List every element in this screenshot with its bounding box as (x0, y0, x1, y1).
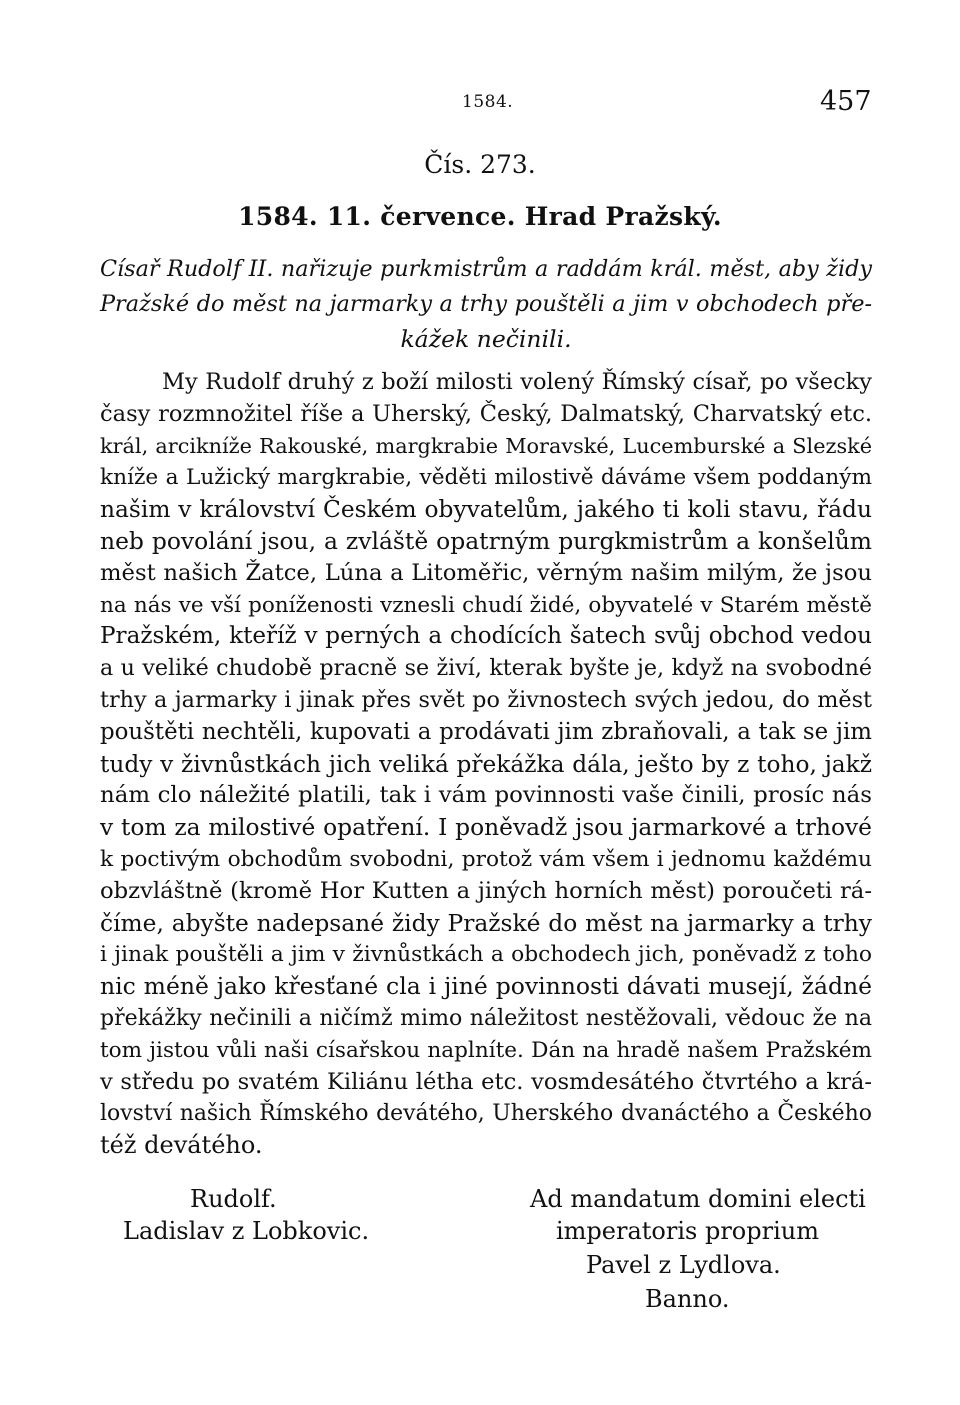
body-line: král, arcikníže Rakouské, margkrabie Moravské, Lucemburské a Slezské (100, 433, 872, 458)
summary-line: Pražské do měst na jarmarky a trhy pouštěli a jim v obchodech pře- (100, 291, 872, 317)
body-line: číme, abyšte nadepsané židy Pražské do měst na jarmarky a trhy (100, 908, 872, 937)
body-line: pouštěti nechtěli, kupovati a prodávati jim zbraňovali, a tak se jim (100, 718, 872, 745)
signature-rudolf: Rudolf. (190, 1185, 277, 1213)
document-summary (100, 252, 872, 357)
body-line: i jinak pouštěli a jim v živnůstkách a obchodech jich, poněvadž z toho (100, 942, 872, 968)
body-line: nám clo náležité platili, tak i vám povinnosti vaše činili, prosíc nás (100, 782, 872, 809)
body-line: obzvláštně (kromě Hor Kutten a jiných horních měst) poroučeti rá- (100, 877, 872, 904)
body-line: překážky nečinili a ničímž mimo náležitost nestěžovali, vědouc že na (100, 1005, 872, 1031)
body-line: a u veliké chudobě pracně se živí, kterak byšte je, když na svobodné (100, 655, 872, 682)
body-line: na nás ve vší poníženosti vznesli chudí židé, obyvatelé v Starém městě (100, 592, 872, 618)
summary-line: kážek nečinili. (400, 325, 572, 353)
body-line: našim v království Českém obyvatelům, jakého ti koli stavu, řádu (100, 496, 872, 524)
mandate-note-line: Ad mandatum domini electi (530, 1185, 866, 1213)
signature-banno: Banno. (645, 1285, 730, 1313)
body-line: nic méně jako křesťané cla i jiné povinnosti dávati musejí, žádné (100, 972, 872, 1001)
body-line: též devátého. (100, 1131, 263, 1160)
document-date-place: 1584. 11. července. Hrad Pražský. (238, 202, 722, 231)
body-line: trhy a jarmarky i jinak přes svět po živnostech svých jedou, do měst (100, 686, 872, 713)
page-number: 457 (820, 86, 872, 117)
signature-pavel: Pavel z Lydlova. (586, 1251, 781, 1279)
body-line: v tom za milostivé opatření. I poněvadž jsou jarmarkové a trhové (100, 813, 872, 842)
body-line: Pražském, kteříž v perných a chodících šatech svůj obchod vedou (100, 623, 872, 650)
mandate-note-line: imperatoris proprium (556, 1217, 819, 1245)
body-line: k poctivým obchodům svobodni, protož vám všem i jednomu každému (100, 846, 872, 872)
signature-lobkovic: Ladislav z Lobkovic. (123, 1217, 370, 1245)
body-line: lovství našich Římského devátého, Uherského dvanáctého a Českého (100, 1101, 872, 1127)
document-body (100, 367, 872, 1162)
body-line: v středu po svatém Kiliánu létha etc. vosmdesátého čtvrtého a krá- (100, 1068, 872, 1095)
body-line: časy rozmnožitel říše a Uherský, Český, Dalmatský, Charvatský etc. (100, 400, 872, 427)
summary-line: Císař Rudolf II. nařizuje purkmistrům a raddám král. měst, aby židy (100, 256, 872, 282)
body-line: tom jistou vůli naši císařskou naplníte. Dán na hradě našem Pražském (100, 1037, 872, 1063)
body-line: My Rudolf druhý z boží milosti volený Římský císař, po všecky (162, 369, 872, 395)
document-number: Čís. 273. (424, 150, 536, 179)
body-line: tudy v živnůstkách jich veliká překážka dála, ješto by z toho, jakž (100, 750, 872, 778)
running-header-year: 1584. (462, 92, 514, 112)
body-line: měst našich Žatce, Lúna a Litoměřic, věrným našim milým, že jsou (100, 559, 872, 586)
body-line: neb povolání jsou, a zvláště opatrným purgkmistrům a konšelům (100, 526, 872, 555)
body-line: kníže a Lužický margkrabie, věděti milostivě dáváme všem poddaným (100, 465, 872, 491)
